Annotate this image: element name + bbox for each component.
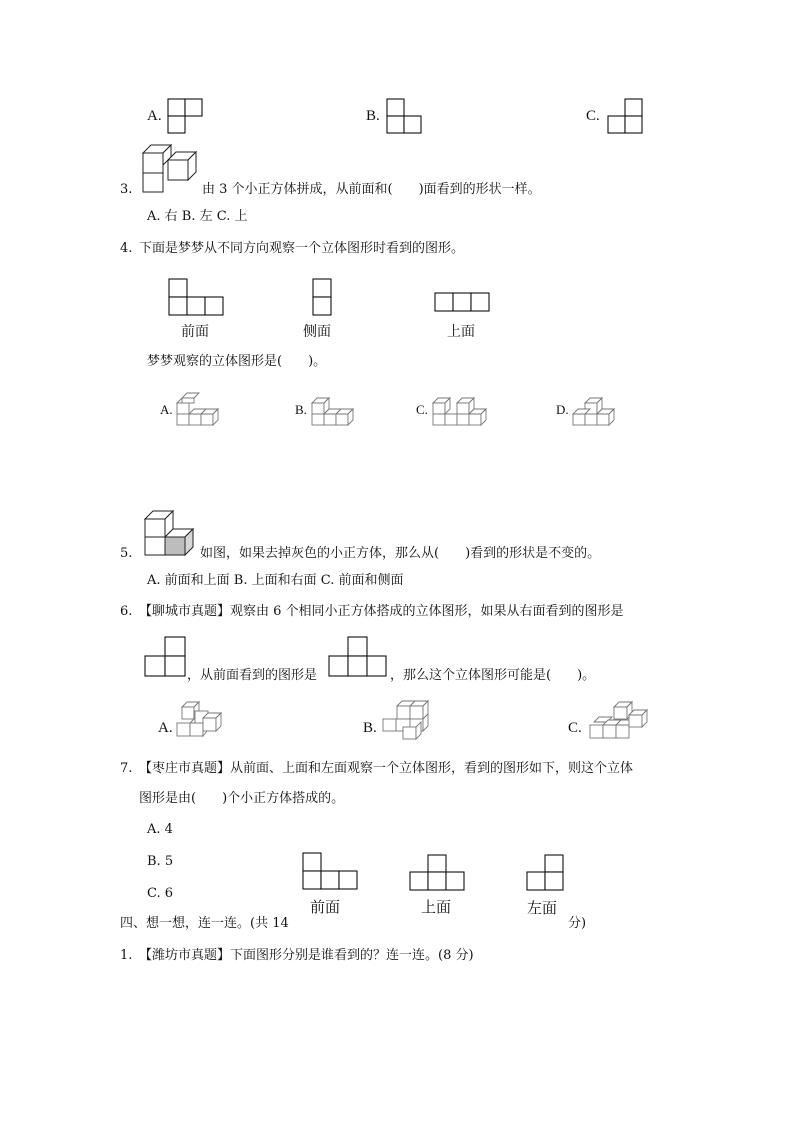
q7-top-view [410, 855, 470, 895]
s4q1-text: 【潍坊市真题】下面图形分别是谁看到的？连一连。(8 分) [139, 948, 474, 963]
q7-option-c[interactable]: C. 6 [147, 886, 174, 901]
q4-top-label: 上面 [447, 324, 475, 340]
q4-option-b[interactable]: B. [295, 402, 307, 417]
q2-option-c[interactable]: C. [586, 108, 600, 124]
q7-top-label: 上面 [421, 898, 452, 916]
q7-front-view [303, 853, 363, 893]
q6-option-b[interactable]: B. [363, 720, 377, 736]
q7-front-label: 前面 [310, 898, 341, 916]
q2-option-a-figure [168, 99, 208, 135]
q5-cube-figure [145, 511, 205, 559]
q4-option-d[interactable]: D. [556, 402, 569, 417]
q7-option-b[interactable]: B. 5 [147, 854, 174, 869]
q6-option-c-figure [588, 697, 650, 741]
q6-front-view-figure [329, 637, 389, 679]
q7-left-label: 左面 [527, 899, 558, 917]
q4-option-b-figure [312, 393, 358, 427]
s4q1-number: 1. [120, 948, 133, 963]
q2-option-b-figure [387, 99, 427, 135]
q4-side-view [313, 279, 335, 319]
section4-title: 四、想一想，连一连。(共 14 [120, 916, 289, 931]
q5-text: 如图，如果去掉灰色的小正方体，那么从( )看到的形状是不变的。 [200, 546, 601, 561]
q6-right-view-figure [145, 637, 187, 679]
q6-text-line1: 【聊城市真题】观察由 6 个相同小正方体搭成的立体图形，如果从右面看到的图形是 [139, 604, 624, 619]
q2-option-a[interactable]: A. [147, 108, 162, 124]
q5-number: 5. [120, 546, 133, 561]
q4-top-view [435, 293, 495, 315]
q7-text-line1: 【枣庄市真题】从前面、上面和左面观察一个立体图形，看到的图形如下，则这个立体 [139, 761, 634, 776]
q4-option-a[interactable]: A. [160, 402, 173, 417]
q6-option-c[interactable]: C. [568, 720, 582, 736]
q4-front-view [169, 279, 229, 319]
q7-text-line2: 图形是由( )个小正方体搭成的。 [139, 791, 345, 806]
q4-number: 4. [120, 241, 133, 256]
q4-text: 下面是梦梦从不同方向观察一个立体图形时看到的图形。 [139, 241, 465, 256]
q7-left-view [527, 855, 567, 895]
q3-number: 3. [120, 182, 133, 197]
q4-option-d-figure [573, 393, 619, 427]
q4-side-label: 侧面 [303, 324, 331, 340]
q6-option-a[interactable]: A. [158, 720, 173, 736]
q6-number: 6. [120, 604, 133, 619]
q4-option-a-figure [177, 393, 223, 427]
q6-option-b-figure [383, 697, 437, 741]
q6-option-a-figure [177, 697, 225, 739]
q4-question: 梦梦观察的立体图形是( )。 [147, 354, 327, 369]
q7-option-a[interactable]: A. 4 [147, 822, 173, 837]
q6-text-line2b: ，那么这个立体图形可能是( )。 [390, 668, 596, 683]
q4-option-c-figure [433, 393, 489, 427]
q3-options[interactable]: A. 右 B. 左 C. 上 [147, 209, 248, 224]
q5-options[interactable]: A. 前面和上面 B. 上面和右面 C. 前面和侧面 [147, 573, 404, 588]
q2-option-b[interactable]: B. [366, 108, 380, 124]
q4-option-c[interactable]: C. [416, 402, 428, 417]
q4-front-label: 前面 [181, 324, 209, 340]
section4-title-score: 分) [568, 916, 587, 931]
q2-option-c-figure [608, 99, 648, 135]
q3-text: 由 3 个小正方体拼成，从前面和( )面看到的形状一样。 [202, 182, 541, 197]
q6-text-line2a: ，从前面看到的图形是 [187, 668, 318, 683]
q7-number: 7. [120, 761, 133, 776]
q3-cube-figure [143, 145, 203, 193]
